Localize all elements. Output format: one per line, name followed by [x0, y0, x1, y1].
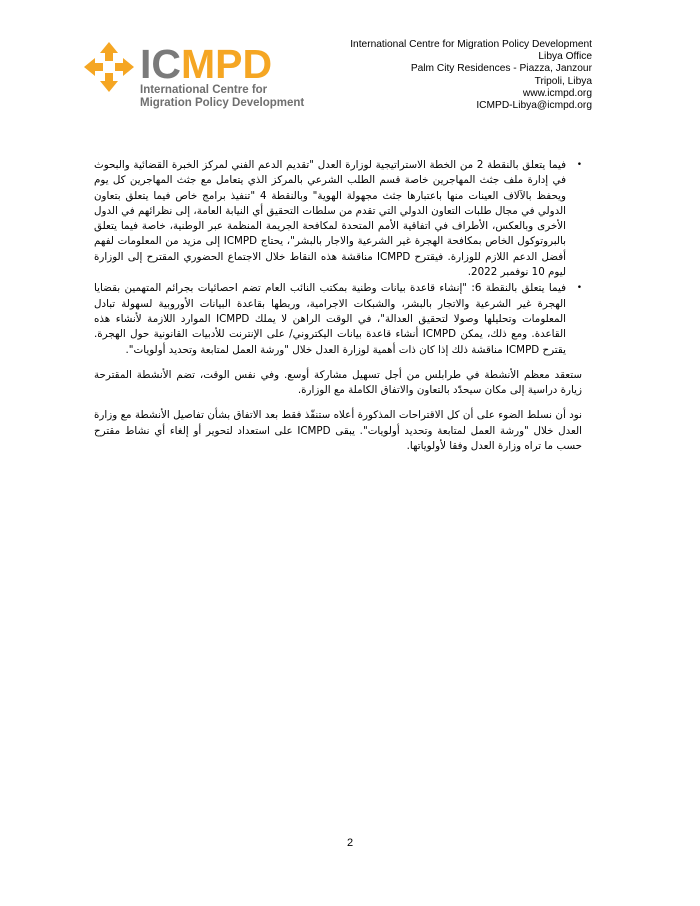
office-address	[292, 39, 592, 112]
bullet-text: فيما يتعلق بالنقطة 2 من الخطة الاستراتيجية لوزارة العدل "تقديم الدعم الفني لمركز الخبرة القضائية والبحوث في إدارة ملف جثث المهاجرين خاصة قسم الطلب الشرعي بالمركز الذي يتعامل مع جثث المهاجرين كل يوم ويحفظ بالآلاف العينات منها باعتبارها جثث مجهولة الهوية" وبالنقطة 4 "تنفيذ برامج خاص فيما يتعلق بتعاون الدولي في مجال طلبات التعاون الدولي التي تقدم من سلطات التحقيق أي النيابة العامة، إلى نظرائهم في الدول الأخرى وبالعكس، الأطراف في اتفاقية الأمم المتحدة لمكافحة الجريمة المنظمة عبر الوطنية، خاصة فيما يتعلق بالبروتوكول الخاص بمكافحة الهجرة غير الشرعية والاجار بالبشر"، يحتاج ICMPD إلى مزيد من المعلومات لفهم أفضل الدعم اللازم للوزارة. فيقترح ICMPD مناقشة هذه النقاط خلال الاجتماع الحضوري المقترح إلى الوزارة ليوم 10 نوفمبر 2022.	[94, 159, 566, 279]
logo-subtitle-line1: International Centre for	[140, 84, 268, 96]
logo-subtitle	[140, 84, 304, 110]
address-line: Tripoli, Libya	[534, 75, 592, 87]
address-line: Palm City Residences - Piazza, Janzour	[410, 63, 592, 75]
page-number: 2	[346, 837, 354, 849]
bullet-item	[94, 281, 582, 357]
email-link[interactable]: ICMPD-Libya@icmpd.org	[476, 100, 592, 112]
bullet-list	[94, 158, 582, 358]
logo-wordmark	[140, 42, 272, 86]
bullet-item	[94, 158, 582, 280]
address-line: International Centre for Migration Policy Development	[350, 39, 592, 50]
bullet-marker: •	[576, 160, 582, 170]
arrows-emblem-icon	[82, 40, 136, 94]
bullet-marker: •	[576, 283, 582, 294]
website-link[interactable]: www.icmpd.org	[522, 87, 592, 99]
paragraph: نود أن نسلط الضوء على أن كل الاقتراحات المذكورة أعلاه ستنفّذ فقط بعد الاتفاق بشأن تفاصيل الأنشطة مع وزارة العدل خلال "ورشة العمل لمتابعة وتحديد أولويات". يبقى ICMPD على استعداد لتحوير أو إلغاء أي نشاط مقترح حسب ما تراه وزارة العدل وفقا لأولوياتها.	[94, 409, 582, 453]
letter-body	[94, 158, 582, 454]
logo-wordmark-mpd: MPD	[181, 41, 273, 87]
logo-subtitle-line2: Migration Policy Development	[140, 97, 305, 109]
paragraph: ستعقد معظم الأنشطة في طرابلس من أجل تسهيل مشاركة أوسع. وفي نفس الوقت، تضم الأنشطة المقترحة زيارة دراسية إلى مكان سيحدّد بالتعاون والاتفاق الكاملة مع الوزارة.	[94, 368, 582, 397]
address-line: Libya Office	[538, 51, 592, 63]
icmpd-logo	[82, 40, 312, 112]
bullet-text: فيما يتعلق بالنقطة 6: "إنشاء قاعدة بيانات وطنية بمكتب النائب العام تضم احصائيات بجرائم المتهمين بقضايا الهجرة غير الشرعية والاتجار بالبشر، والشبكات الاجرامية، وربطها بقاعدة البيانات الأوروبية لسهولة تبادل المعلومات وتحليلها وصولا لتحقيق العدالة"، في الوقت الراهن لا يملك ICMPD الموارد اللازمة لأنشاء هذه القاعدة. ومع ذلك، يمكن ICMPD أنشاء قاعدة بيانات اليكتروني/ على الإنترنت للأدبيات القانونية حول الهجرة. يقترح ICMPD مناقشة ذلك إذا كان ذات أهمية لوزارة العدل خلال "ورشة العمل لمتابعة وتحديد أولويات".	[94, 282, 566, 356]
logo-wordmark-ic: IC	[140, 41, 181, 87]
